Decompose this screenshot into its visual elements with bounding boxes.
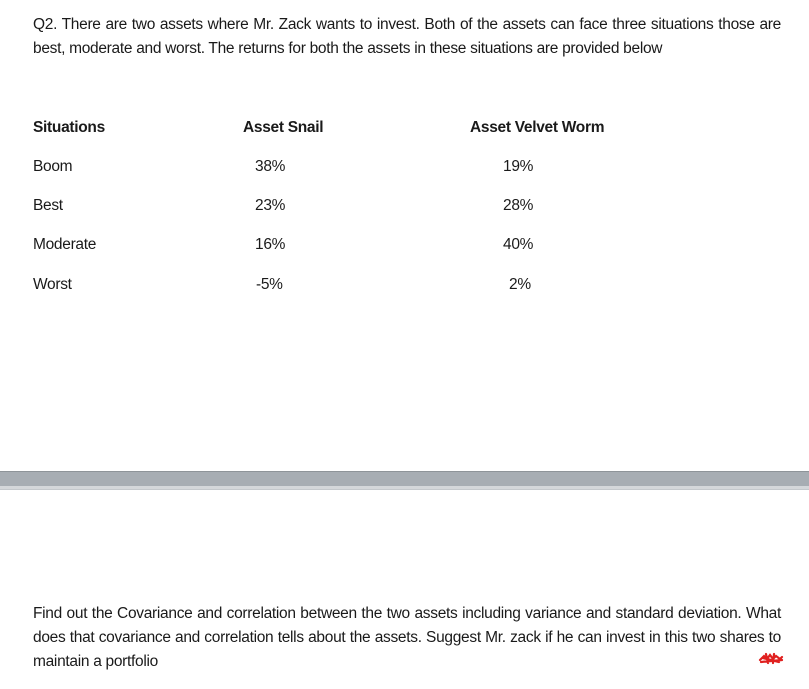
row-velvet-return: 28% — [503, 197, 534, 214]
row-snail-return: 23% — [255, 197, 286, 214]
row-snail-return: -5% — [256, 276, 283, 293]
row-velvet-return: 19% — [503, 158, 534, 175]
row-situation: Worst — [33, 276, 72, 293]
header-asset-velvet-worm: Asset Velvet Worm — [470, 119, 605, 136]
row-velvet-return: 2% — [509, 276, 531, 293]
row-situation: Boom — [33, 158, 73, 175]
row-situation: Moderate — [33, 236, 97, 253]
header-asset-snail: Asset Snail — [243, 119, 324, 136]
row-velvet-return: 40% — [503, 236, 534, 253]
page-break-shadow — [0, 486, 809, 489]
row-snail-return: 16% — [255, 236, 286, 253]
row-situation: Best — [33, 197, 63, 214]
task-text: Find out the Covariance and correlation between the two assets including variance and standard deviation. What does that covariance and correlation tells about the assets. Suggest Mr. zack if he can invest in this two shares to maintain a portfolio — [33, 605, 781, 670]
page-break-separator — [0, 471, 809, 490]
question-text: Q2. There are two assets where Mr. Zack wants to invest. Both of the assets can face three situations those are best, moderate and worst. The returns for both the assets in these situations are provided below — [33, 16, 781, 57]
row-snail-return: 38% — [255, 158, 286, 175]
red-scribble-mark — [758, 651, 784, 665]
header-situations: Situations — [33, 119, 105, 136]
